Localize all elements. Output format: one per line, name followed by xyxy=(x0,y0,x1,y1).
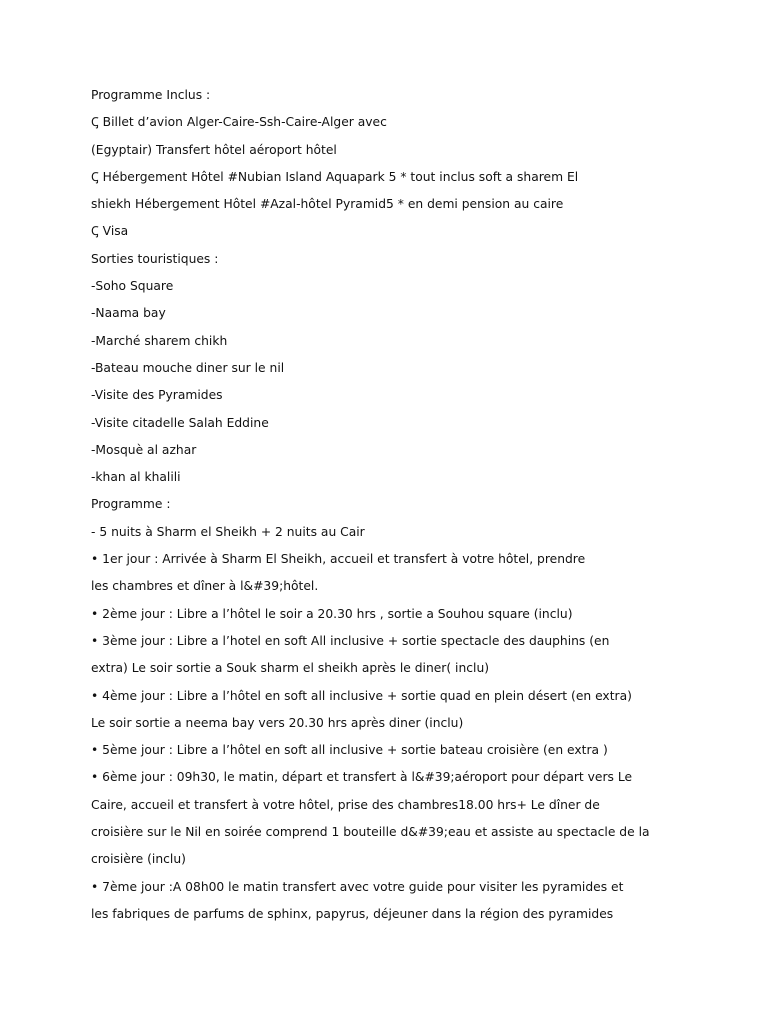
text-line: Caire, accueil et transfert à votre hôtel, prise des chambres18.00 hrs+ Le dîner de xyxy=(91,797,600,812)
day-item: • 4ème jour : Libre a l’hôtel en soft all inclusive + sortie quad en plein désert (en extra) xyxy=(91,688,632,703)
list-item: -Bateau mouche diner sur le nil xyxy=(91,360,285,375)
list-item: Ꞔ Visa xyxy=(91,224,129,239)
text-line: (Egyptair) Transfert hôtel aéroport hôtel xyxy=(91,142,337,157)
heading-programme-inclus: Programme Inclus : xyxy=(91,88,211,102)
list-item: -Soho Square xyxy=(91,279,174,294)
list-item: -Mosquè al azhar xyxy=(91,442,197,457)
document-body xyxy=(91,84,731,930)
text-line: les chambres et dîner à l&#39;hôtel. xyxy=(91,579,319,594)
list-item: Ꞔ Hébergement Hôtel #Nubian Island Aquapark 5 * tout inclus soft a sharem El xyxy=(91,169,579,184)
list-item: -Naama bay xyxy=(91,306,166,321)
list-item: -Visite des Pyramides xyxy=(91,388,223,403)
day-item: • 6ème jour : 09h30, le matin, départ et transfert à l&#39;aéroport pour départ vers Le xyxy=(91,770,633,785)
day-item: • 2ème jour : Libre a l’hôtel le soir a 20.30 hrs , sortie a Souhou square (inclu) xyxy=(91,606,573,621)
list-item: -Visite citadelle Salah Eddine xyxy=(91,415,269,430)
heading-programme: Programme : xyxy=(91,497,171,512)
text-line: shiekh Hébergement Hôtel #Azal-hôtel Pyramid5 * en demi pension au caire xyxy=(91,197,564,212)
text-line: Le soir sortie a neema bay vers 20.30 hrs après diner (inclu) xyxy=(91,715,464,730)
day-item: • 7ème jour :A 08h00 le matin transfert avec votre guide pour visiter les pyramides et xyxy=(91,879,624,894)
list-item: -Marché sharem chikh xyxy=(91,333,228,348)
list-item: -khan al khalili xyxy=(91,470,181,485)
text-line: les fabriques de parfums de sphinx, papyrus, déjeuner dans la région des pyramides xyxy=(91,906,614,921)
text-line: extra) Le soir sortie a Souk sharm el sheikh après le diner( inclu) xyxy=(91,661,490,676)
text-line: croisière (inclu) xyxy=(91,852,186,867)
heading-sorties: Sorties touristiques : xyxy=(91,251,219,266)
list-item: - 5 nuits à Sharm el Sheikh + 2 nuits au Cair xyxy=(91,524,365,539)
text-line: croisière sur le Nil en soirée comprend 1 bouteille d&#39;eau et assiste au spectacle de la xyxy=(91,825,650,840)
list-item: Ꞔ Billet d’avion Alger-Caire-Ssh-Caire-Alger avec xyxy=(91,115,387,130)
day-item: • 3ème jour : Libre a l’hotel en soft All inclusive + sortie spectacle des dauphins (en xyxy=(91,633,610,648)
day-item: • 5ème jour : Libre a l’hôtel en soft all inclusive + sortie bateau croisière (en extra ) xyxy=(91,743,608,758)
day-item: • 1er jour : Arrivée à Sharm El Sheikh, accueil et transfert à votre hôtel, prendre xyxy=(91,552,586,567)
